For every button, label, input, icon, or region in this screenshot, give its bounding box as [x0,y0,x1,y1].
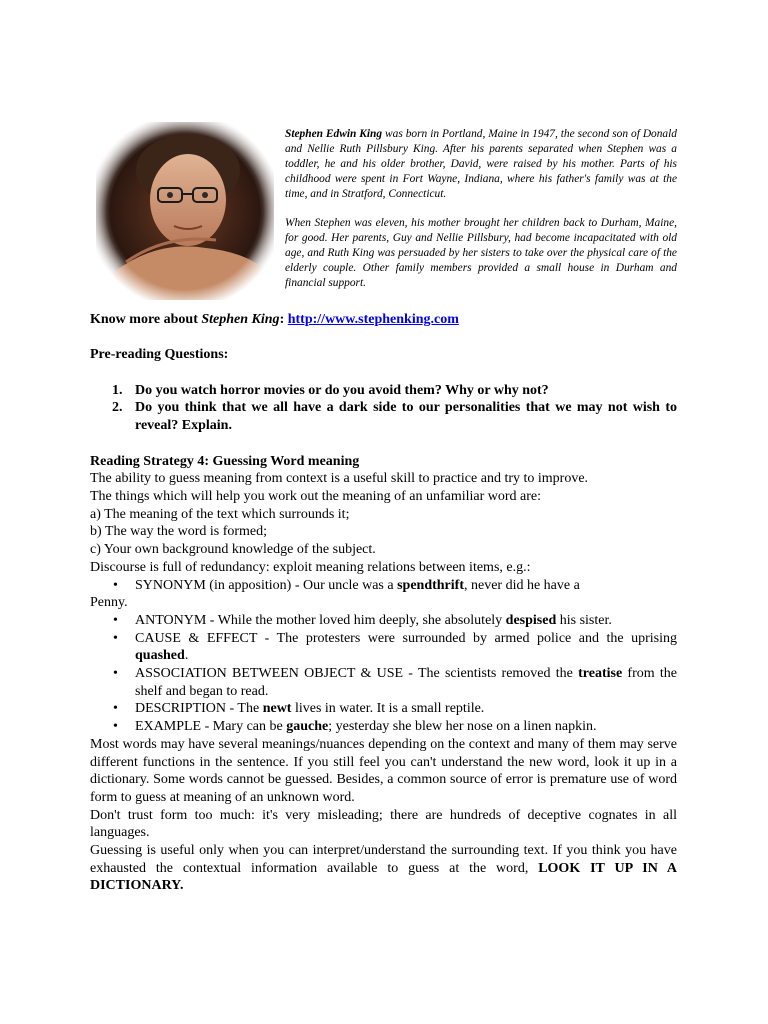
bullet-icon: • [113,630,118,646]
strategy-line: Discourse is full of redundancy: exploit meaning relations between items, e.g.: [90,559,531,575]
example-list [90,577,677,595]
portrait-image [96,122,274,300]
example-item-synonym [90,577,677,595]
example-text: ANTONYM - While the mother loved him deeply, she absolutely [135,612,506,628]
strategy-heading: Reading Strategy 4: Guessing Word meaning [90,453,360,469]
author-photo [96,122,274,300]
example-keyword: despised [505,612,557,628]
bullet-icon: • [113,719,118,735]
example-keyword: gauche [286,719,329,735]
strategy-paragraph-3-text: Guessing is useful only when you can interpret/understand the surrounding text. If you think you have exhausted the contextual information available to guess at the word, [90,843,677,876]
example-text: , never did he have a [463,577,580,593]
strategy-line: c) Your own background knowledge of the subject. [90,542,376,558]
strategy-paragraph-1: Most words may have several meanings/nuances depending on the context and many of them may serve different functions in the sentence. If you still feel you can't understand the new word, look it up in a dictionary. Some words cannot be guessed. Besides, a common source of error is premature use of word form to guess at meaning of an unknown word. [90,736,677,805]
synonym-tail: Penny. [90,595,128,611]
strategy-line: The things which will help you work out the meaning of an unfamiliar word are: [90,488,542,504]
example-keyword: treatise [578,666,623,682]
example-text: . [184,648,189,664]
example-item-antonym [90,612,677,630]
example-item-description [90,700,677,718]
bio-paragraph-2: When Stephen was eleven, his mother brought her children back to Durham, Maine, for good. Her parents, Guy and Nellie Pillsbury, had become incapacitated with old age, and Ruth King was persuaded by her sisters to take over the physical care of the elderly couple. Other family members provided a small house in Durham and financial support. [285,217,677,289]
dictionary-emphasis: LOOK IT UP IN A DICTIONARY. [90,860,678,894]
example-item-association [90,665,677,700]
example-keyword: quashed [135,648,185,664]
example-list [90,612,677,736]
example-text: DESCRIPTION - The [135,701,263,717]
question-item [90,399,677,434]
stephenking-link[interactable]: http://www.stephenking.com [287,312,459,327]
know-more-prefix: Know more about [90,312,202,327]
example-text: ; yesterday she blew her nose on a linen napkin. [328,719,597,735]
strategy-paragraph-3 [90,842,677,895]
question-text: Do you watch horror movies or do you avoid them? Why or why not? [135,382,549,398]
biography [285,127,677,291]
question-number: 1. [112,382,123,398]
spacer [90,435,677,453]
strategy-paragraph-2: Don't trust form too much: it's very misleading; there are hundreds of deceptive cognates in all languages. [90,807,677,841]
main-content [90,311,677,895]
know-more-subject: Stephen King [201,312,280,327]
example-keyword: spendthrift [397,577,464,593]
example-text: from the shelf and began to read. [135,666,677,699]
strategy-line: a) The meaning of the text which surrounds it; [90,506,350,522]
spacer [90,364,677,382]
bullet-icon: • [113,666,118,682]
spacer [90,329,677,347]
bullet-icon: • [113,577,118,593]
prereading-heading: Pre-reading Questions: [90,347,229,363]
strategy-line: b) The way the word is formed; [90,524,268,540]
example-item-cause-effect [90,630,677,665]
know-more-line [90,311,677,329]
example-keyword: newt [262,701,292,717]
example-text: his sister. [556,612,612,628]
example-text: EXAMPLE - Mary can be [135,719,287,735]
example-text: ASSOCIATION BETWEEN OBJECT & USE - The scientists removed the [135,666,579,682]
know-more-colon: : [279,312,288,327]
strategy-line: The ability to guess meaning from context is a useful skill to practice and try to improve. [90,471,589,487]
example-text: CAUSE & EFFECT - The protesters were surrounded by armed police and the uprising [135,630,677,646]
author-name: Stephen Edwin King [285,128,383,140]
example-item-example [90,718,677,736]
prereading-questions [90,382,677,435]
question-number: 2. [112,400,123,416]
bullet-icon: • [113,701,118,717]
question-item [90,382,677,400]
bio-paragraph-1-text: was born in Portland, Maine in 1947, the second son of Donald and Nellie Ruth Pillsbury King. After his parents separated when Stephen was a toddler, he and his older brother, David, were raised by his mother. Parts of his childhood were spent in Fort Wayne, Indiana, where his father's family was at the time, and in Stratford, Connecticut. [285,128,677,200]
bullet-icon: • [113,612,118,628]
example-text: SYNONYM (in apposition) - Our uncle was a [135,577,398,593]
example-text: lives in water. It is a small reptile. [291,701,485,717]
bio-paragraph-1 [285,127,677,202]
question-text: Do you think that we all have a dark side to our personalities that we may not wish to reveal? Explain. [135,400,677,434]
